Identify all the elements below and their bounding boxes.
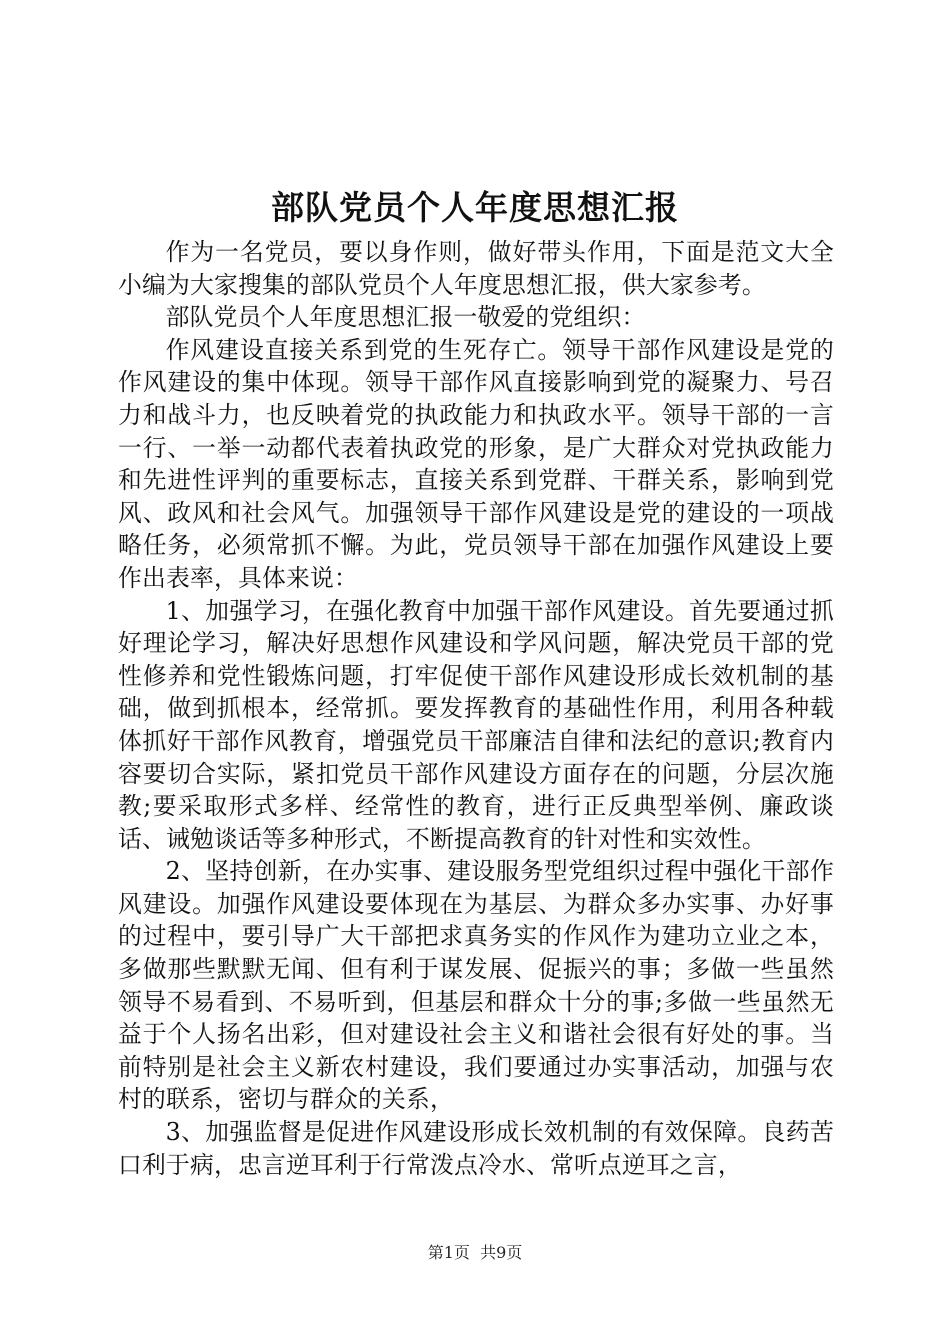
document-body	[118, 236, 834, 1181]
point-2-paragraph: 2、坚持创新，在办实事、建设服务型党组织过程中强化干部作风建设。加强作风建设要体现在为基层、为群众多办实事、办好事的过程中，要引导广大干部把求真务实的作风作为建功立业之本，多做那些默默无闻、但有利于谋发展、促振兴的事；多做一些虽然领导不易看到、不易听到，但基层和群众十分的事;多做一些虽然无益于个人扬名出彩，但对建设社会主义和谐社会很有好处的事。当前特别是社会主义新农村建设，我们要通过办实事活动，加强与农村的联系，密切与群众的关系，	[118, 857, 834, 1114]
salutation-paragraph: 部队党员个人年度思想汇报一敬爱的党组织：	[165, 303, 646, 332]
intro-paragraph: 作为一名党员，要以身作则，做好带头作用，下面是范文大全小编为大家搜集的部队党员个人年度思想汇报，供大家参考。	[118, 238, 834, 299]
point-1-paragraph: 1、加强学习，在强化教育中加强干部作风建设。首先要通过抓好理论学习，解决好思想作风建设和学风问题，解决党员干部的党性修养和党性锻炼问题，打牢促使干部作风建设形成长效机制的基础，做到抓根本，经常抓。要发挥教育的基础性作用，利用各种载体抓好干部作风教育，增强党员干部廉洁自律和法纪的意识;教育内容要切合实际，紧扣党员干部作风建设方面存在的问题，分层次施教;要采取形式多样、经常性的教育，进行正反典型举例、廉政谈话、诫勉谈话等多种形式，不断提高教育的针对性和实效性。	[118, 596, 834, 853]
point-3-paragraph: 3、加强监督是促进作风建设形成长效机制的有效保障。良药苦口利于病，忠言逆耳利于行常泼点冷水、常听点逆耳之言，	[118, 1118, 834, 1179]
document-title: 部队党员个人年度思想汇报	[271, 188, 679, 227]
page-total: 共9页	[480, 1243, 523, 1262]
page-number: 第1页	[427, 1243, 470, 1262]
page-footer	[0, 1242, 950, 1264]
body-paragraph: 作风建设直接关系到党的生死存亡。领导干部作风建设是党的作风建设的集中体现。领导干部作风直接影响到党的凝聚力、号召力和战斗力，也反映着党的执政能力和执政水平。领导干部的一言一行、一举一动都代表着执政党的形象，是广大群众对党执政能力和先进性评判的重要标志，直接关系到党群、干群关系，影响到党风、政风和社会风气。加强领导干部作风建设是党的建设的一项战略任务，必须常抓不懈。为此，党员领导干部在加强作风建设上要作出表率，具体来说：	[118, 335, 834, 592]
